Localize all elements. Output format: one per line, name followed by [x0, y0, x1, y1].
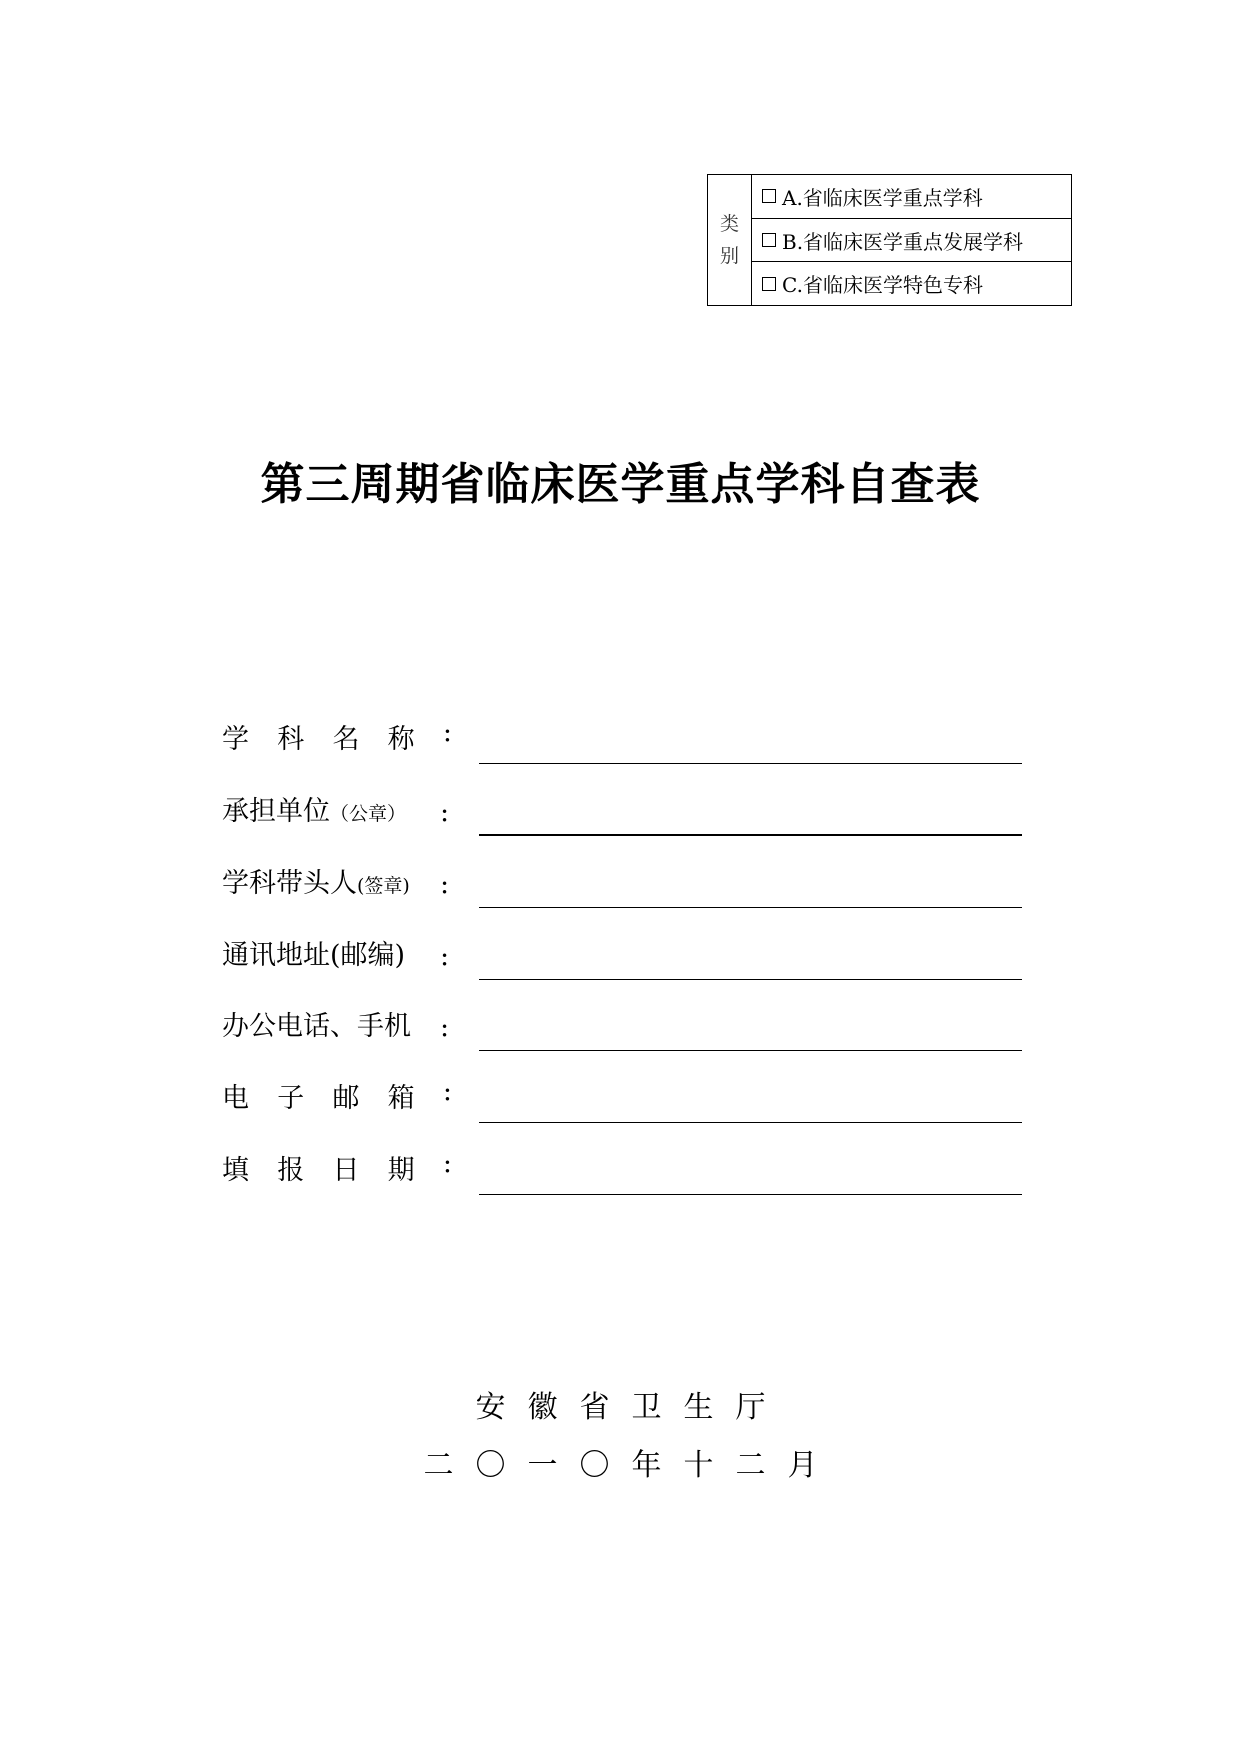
category-option-a-label: A.省临床医学重点学科 — [782, 185, 983, 210]
field-discipline-name-label — [222, 717, 452, 756]
label-char: 箱 — [387, 1083, 415, 1114]
label-char: 称 — [387, 724, 415, 755]
category-option-c-label: C.省临床医学特色专科 — [782, 273, 983, 298]
email-input-line[interactable] — [479, 1122, 1022, 1123]
field-phone — [222, 1001, 1022, 1051]
address-colon: : — [440, 941, 450, 972]
checkbox-b[interactable] — [762, 233, 776, 247]
field-address-label: 通讯地址(邮编) — [222, 940, 406, 971]
field-date-label — [222, 1148, 452, 1187]
discipline-name-input-line[interactable] — [479, 763, 1022, 764]
phone-colon: : — [440, 1012, 450, 1043]
label-char: 期 — [387, 1155, 415, 1186]
field-leader — [222, 858, 1022, 908]
category-option-b[interactable] — [752, 219, 1071, 263]
leader-colon: : — [440, 869, 450, 900]
field-address — [222, 930, 1022, 980]
label-char: 邮 — [332, 1083, 360, 1114]
field-unit — [222, 786, 1022, 836]
category-option-b-label: B.省临床医学重点发展学科 — [782, 229, 1024, 254]
field-discipline-name — [222, 714, 1022, 764]
leader-label-note: (签章) — [357, 875, 410, 897]
unit-input-line[interactable] — [479, 834, 1022, 836]
checkbox-c[interactable] — [762, 277, 776, 291]
label-colon: : — [442, 1076, 452, 1107]
label-char: 电 — [222, 1083, 249, 1114]
label-char: 日 — [332, 1155, 360, 1186]
field-phone-label: 办公电话、手机 — [222, 1011, 411, 1042]
phone-input-line[interactable] — [479, 1050, 1022, 1051]
checkbox-a[interactable] — [762, 189, 776, 203]
category-option-c[interactable] — [752, 262, 1071, 305]
date-input-line[interactable] — [479, 1194, 1022, 1195]
label-char: 名 — [332, 724, 360, 755]
category-options — [752, 175, 1071, 305]
leader-input-line[interactable] — [479, 907, 1022, 908]
category-label-bottom: 别 — [719, 245, 739, 267]
label-colon: : — [442, 717, 452, 748]
field-leader-label — [222, 861, 410, 900]
leader-label-text: 学科带头人 — [222, 868, 357, 899]
field-email — [222, 1073, 1022, 1123]
issuing-organization: 安徽省卫生厅 — [475, 1390, 788, 1425]
label-char: 报 — [277, 1155, 305, 1186]
category-option-a[interactable] — [752, 175, 1071, 219]
unit-label-text: 承担单位 — [222, 796, 330, 827]
issue-date: 二〇一〇年十二月 — [423, 1448, 840, 1483]
address-input-line[interactable] — [479, 979, 1022, 980]
unit-colon: : — [440, 797, 450, 828]
category-label — [708, 175, 752, 305]
category-label-top: 类 — [719, 213, 739, 235]
label-char: 填 — [222, 1155, 249, 1186]
unit-label-note: （公章） — [330, 803, 407, 825]
label-char: 科 — [277, 724, 305, 755]
label-char: 学 — [222, 724, 249, 755]
field-date — [222, 1145, 1022, 1195]
label-colon: : — [442, 1148, 452, 1179]
page-title: 第三周期省临床医学重点学科自查表 — [260, 459, 981, 510]
field-unit-label — [222, 789, 406, 828]
label-char: 子 — [277, 1083, 305, 1114]
field-email-label — [222, 1076, 452, 1115]
category-box — [707, 174, 1072, 306]
